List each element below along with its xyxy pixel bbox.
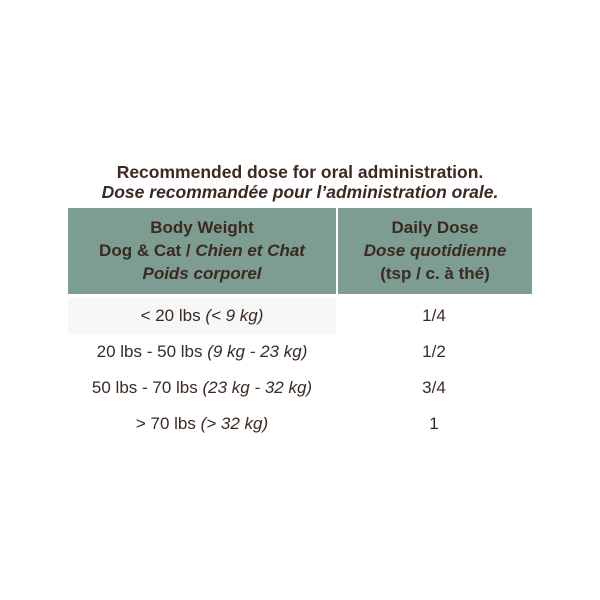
header-species-en: Dog & Cat / bbox=[99, 241, 196, 260]
weight-lbs: 20 lbs - 50 lbs bbox=[96, 342, 208, 361]
weight-lbs: > 70 lbs bbox=[135, 414, 201, 433]
table-header bbox=[68, 208, 532, 294]
header-species-fr: Chien et Chat bbox=[195, 241, 305, 260]
header-dose-unit: (tsp / c. à thé) bbox=[380, 264, 490, 283]
weight-lbs: 50 lbs - 70 lbs bbox=[91, 378, 203, 397]
title-french: Dose recommandée pour l’administration orale. bbox=[101, 182, 499, 202]
weight-kg: (23 kg - 32 kg) bbox=[202, 378, 313, 397]
weight-kg: (> 32 kg) bbox=[200, 414, 269, 433]
table-body bbox=[68, 298, 532, 442]
table-row bbox=[68, 406, 532, 442]
dose-cell: 1 bbox=[429, 414, 439, 433]
header-daily-dose-fr: Dose quotidienne bbox=[363, 241, 507, 260]
weight-cell bbox=[68, 406, 336, 442]
table-row bbox=[68, 334, 532, 370]
weight-kg: (< 9 kg) bbox=[205, 306, 264, 325]
header-daily-dose bbox=[338, 208, 532, 294]
dosage-table bbox=[68, 208, 532, 442]
header-body-weight-title: Body Weight bbox=[150, 218, 254, 237]
header-daily-dose-title: Daily Dose bbox=[391, 218, 479, 237]
weight-lbs: < 20 lbs bbox=[140, 306, 206, 325]
weight-cell bbox=[68, 334, 336, 370]
weight-cell bbox=[68, 370, 336, 406]
dose-cell: 3/4 bbox=[422, 378, 446, 397]
title-english: Recommended dose for oral administration. bbox=[116, 162, 484, 182]
header-body-weight bbox=[68, 208, 336, 294]
header-body-weight-fr: Poids corporel bbox=[142, 264, 262, 283]
weight-cell bbox=[68, 298, 336, 334]
table-row bbox=[68, 298, 532, 334]
dose-cell: 1/2 bbox=[422, 342, 446, 361]
weight-kg: (9 kg - 23 kg) bbox=[207, 342, 308, 361]
table-row bbox=[68, 370, 532, 406]
header-species bbox=[68, 239, 336, 262]
dose-cell: 1/4 bbox=[422, 306, 446, 325]
